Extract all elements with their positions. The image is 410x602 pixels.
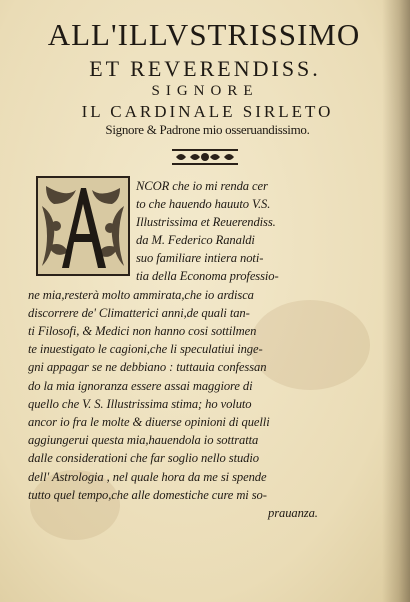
body-line: tia della Economa professio- (136, 269, 279, 283)
heading-line-1: ALL'ILLVSTRISSIMO (47, 17, 361, 52)
body-line: dalle considerationi che far soglio nello studio (28, 451, 259, 465)
body-line: aggiungerui questa mia,hauendola io sottratta (28, 433, 259, 447)
heading-line-4: IL CARDINALE SIRLETO (81, 102, 334, 121)
body-line: dell' Astrologia , nel quale hora da me si spende (28, 470, 267, 484)
body-line: quello che V. S. Illustrissima stima; ho voluto (28, 397, 252, 411)
body-line: NCOR che io mi renda cer (136, 179, 268, 193)
page-gutter-shadow (382, 0, 410, 602)
body-line: ti Filosofi, & Medici non hanno cosi sottilmen (28, 324, 257, 338)
body-line: discorrere de' Climatterici anni,de quali tan- (28, 306, 250, 320)
body-line: Illustrissima et Reuerendiss. (136, 215, 276, 229)
heading-line-5: Signore & Padrone mio osseruandissimo. (105, 122, 310, 137)
body-line: te inuestigato le cagioni,che li speculatiui inge- (28, 342, 263, 356)
body-line: ne mia,resterà molto ammirata,che io ardisca (28, 288, 254, 302)
body-line: ancor io fra le molte & diuerse opinioni di quelli (28, 415, 270, 429)
body-line: tutto quel tempo,che alle domestiche cure mi so- (28, 488, 267, 502)
body-line: gni appagar se ne debbiano : tuttauia confessan (28, 360, 267, 374)
heading-line-3: SIGNORE (151, 83, 259, 99)
paper-stain (250, 300, 370, 390)
decorated-initial-icon (36, 176, 130, 276)
body-line: do la mia ignoranza essere assai maggiore di (28, 379, 253, 393)
body-line: prauanza. (268, 506, 318, 520)
body-line: suo familiare intiera noti- (136, 251, 264, 265)
body-line: to che hauendo hauuto V.S. (136, 197, 271, 211)
ornament-fleuron-icon (170, 146, 240, 168)
body-line: da M. Federico Ranaldi (136, 233, 255, 247)
heading-line-2: ET REVERENDISS. (89, 56, 321, 81)
